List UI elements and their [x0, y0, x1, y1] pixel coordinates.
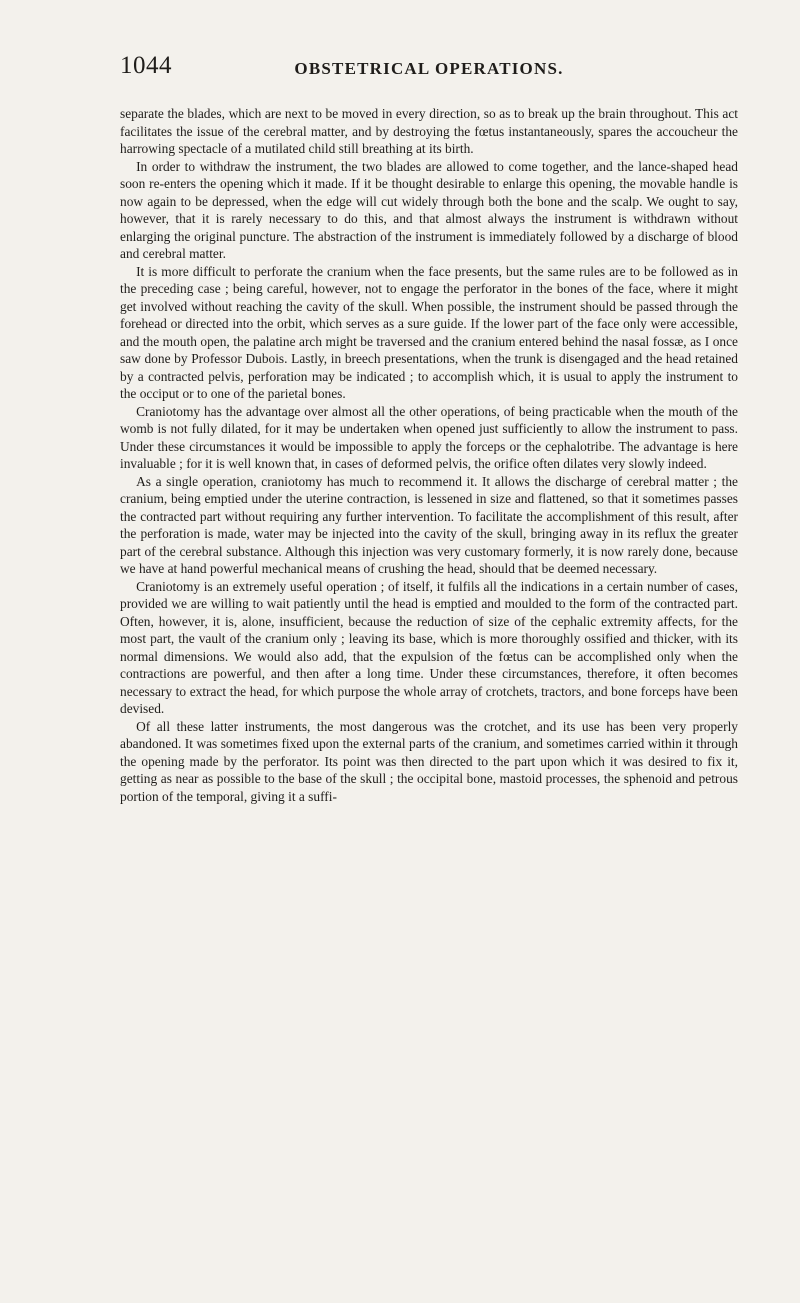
paragraph: Craniotomy is an extremely useful operation ; of itself, it fulfils all the indications in a certain number of cases, provided we are willing to wait patiently until the head is emptied and moulded to the form of the contracted part. Often, however, it is, alone, insufficient, because the reduction of size of the cephalic extremity affects, for the most part, the vault of the cranium only ; leaving its base, which is more thoroughly ossified and thicker, with its normal dimensions. We would also add, that the expulsion of the fœtus can be accomplished only when the contractions are powerful, and then after a long time. Under these circumstances, therefore, it often becomes necessary to extract the head, for which purpose the whole array of crotchets, tractors, and bone forceps have been devised.: [120, 578, 738, 716]
paragraph: separate the blades, which are next to be moved in every direction, so as to break up the brain throughout. This act facilitates the issue of the cerebral matter, and by destroying the fœtus instantaneously, spares the accoucheur the harrowing spectacle of a mutilated child still breathing at its birth.: [120, 106, 738, 156]
page-number: 1044: [120, 52, 172, 79]
paragraph: In order to withdraw the instrument, the two blades are allowed to come together, and the lance-shaped head soon re-enters the opening which it made. If it be thought desirable to enlarge this opening, the movable handle is now again to be depressed, when the edge will cut widely through both the bone and the scalp. We ought to say, however, that it is rarely necessary to do this, and that almost always the instrument is withdrawn without enlarging the original puncture. The abstraction of the instrument is immediately followed by a discharge of blood and cerebral matter.: [120, 158, 738, 261]
paragraph: It is more difficult to perforate the cranium when the face presents, but the same rules are to be followed as in the preceding case ; being careful, however, not to engage the perforator in the bones of the face, where it might get involved without reaching the cavity of the skull. When possible, the instrument should be passed through the forehead or directed into the orbit, which serves as a sure guide. If the lower part of the face only were accessible, and the mouth open, the palatine arch might be traversed and the cranium entered behind the nasal fossæ, as I once saw done by Professor Dubois. Lastly, in breech presentations, when the trunk is disengaged and the head retained by a contracted pelvis, perforation may be indicated ; to accomplish which, it is usual to apply the instrument to the occiput or to one of the parietal bones.: [120, 263, 738, 401]
running-head: OBSTETRICAL OPERATIONS.: [294, 59, 564, 78]
body-text: [120, 105, 738, 805]
page-header: [120, 52, 738, 86]
paragraph: Craniotomy has the advantage over almost all the other operations, of being practicable when the mouth of the womb is not fully dilated, for it may be undertaken when opened just sufficiently to allow the instrument to pass. Under these circumstances it would be impossible to apply the forceps or the cephalotribe. The advantage is here invaluable ; for it is well known that, in cases of deformed pelvis, the orifice often dilates very slowly indeed.: [120, 403, 738, 471]
paragraph: As a single operation, craniotomy has much to recommend it. It allows the discharge of cerebral matter ; the cranium, being emptied under the uterine contraction, is lessened in size and flattened, so that it sometimes passes the contracted part without requiring any further intervention. To facilitate the accomplishment of this result, after the perforation is made, water may be injected into the cavity of the skull, bringing away in its reflux the greater part of the cerebral substance. Although this injection was very customary formerly, it is now rarely done, because we have at hand powerful mechanical means of crushing the head, should that be deemed necessary.: [120, 473, 738, 576]
paragraph: Of all these latter instruments, the most dangerous was the crotchet, and its use has been very properly abandoned. It was sometimes fixed upon the external parts of the cranium, and sometimes carried within it through the opening made by the perforator. Its point was then directed to the part upon which it was desired to fix it, getting as near as possible to the base of the skull ; the occipital bone, mastoid processes, the sphenoid and petrous portion of the temporal, giving it a suffi-: [120, 718, 738, 804]
